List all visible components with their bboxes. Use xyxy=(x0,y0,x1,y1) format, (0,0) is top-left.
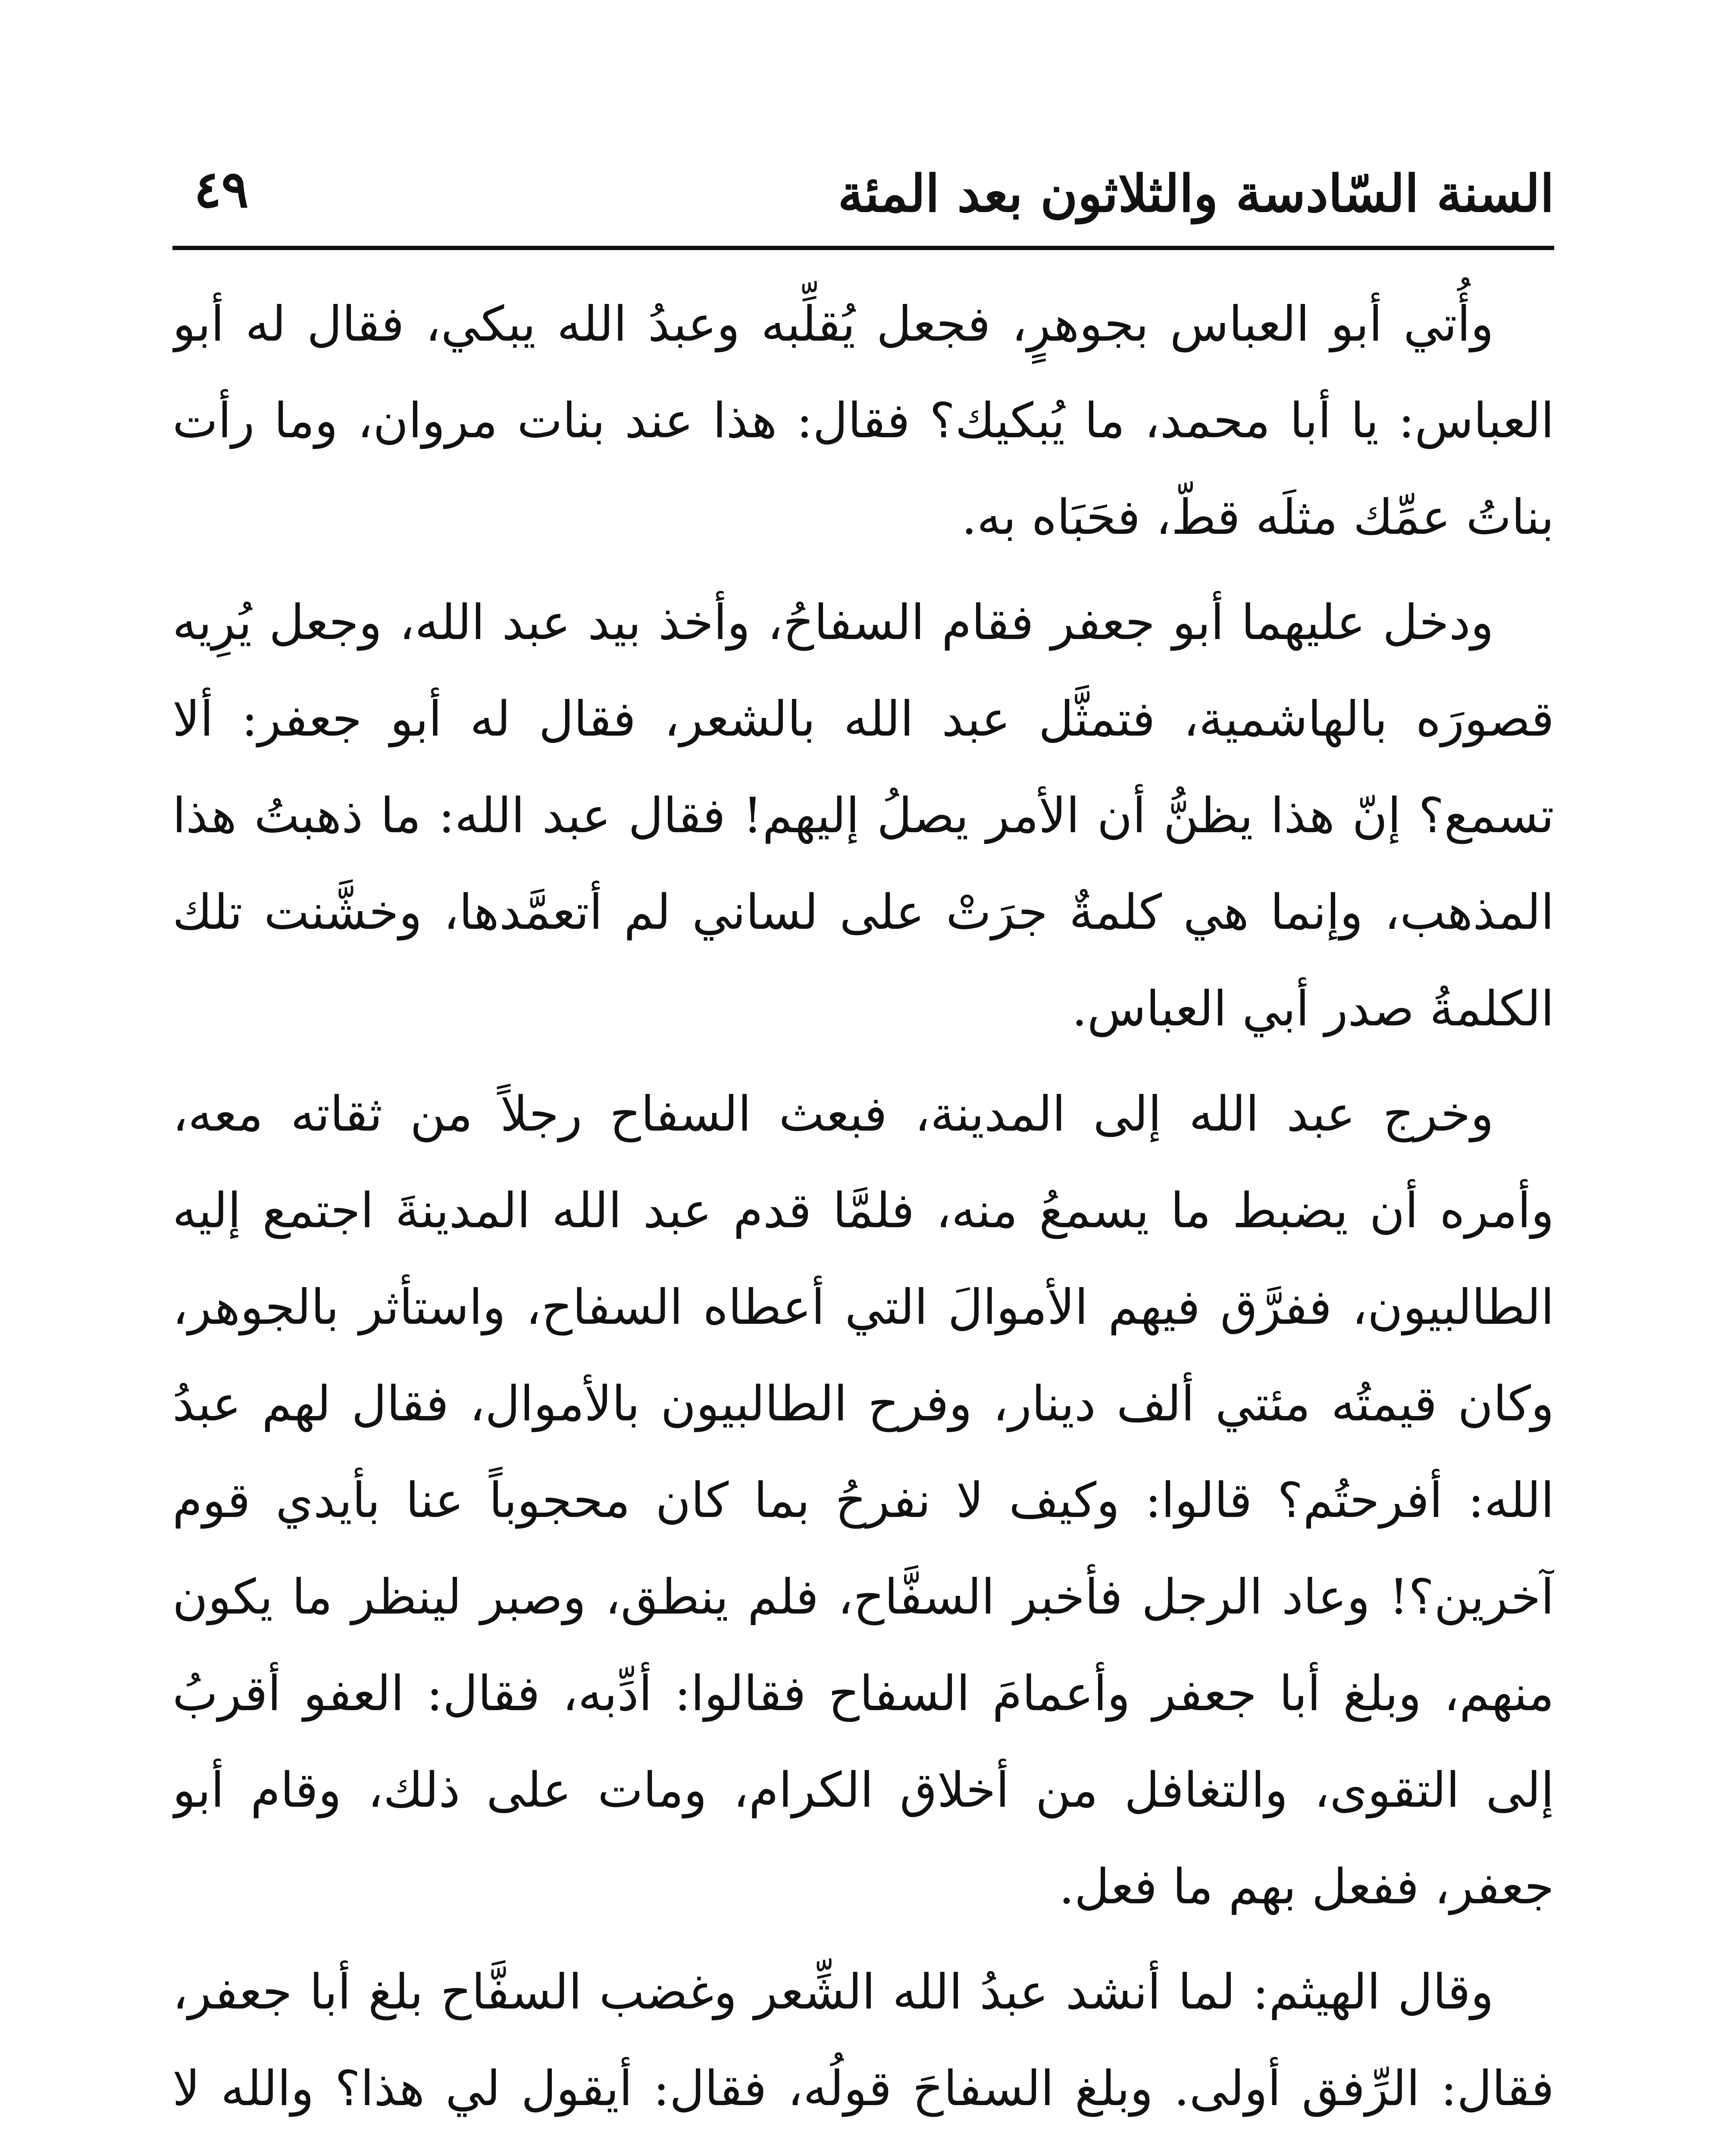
page-number: ٤٩ xyxy=(194,159,249,219)
paragraph-haytham-text: وقال الهيثم: لما أنشد عبدُ الله الشِّعر وغضب السفَّاح بلغ أبا جعفر، فقال: الرِّفق أولى. وبلغ السفاحَ قولُه، فقال: أيقول لي هذا؟ والله لا xyxy=(172,1964,1554,2117)
running-header xyxy=(172,142,1554,241)
paragraph-gem: وأُتي أبو العباس بجوهرٍ، فجعل يُقلِّبه وعبدُ الله يبكي، فقال له أبو العباس: يا أبا محمد، ما يُبكيك؟ فقال: هذا عند بنات مروان، وما رأت بناتُ عمِّك مثلَه قطّ، فحَبَاه به. xyxy=(172,296,1554,545)
paragraph-haytham xyxy=(172,1944,1554,2156)
header-rule xyxy=(172,246,1554,250)
main-text xyxy=(172,276,1554,2156)
paragraph-medina: وخرج عبد الله إلى المدينة، فبعث السفاح رجلاً من ثقاته معه، وأمره أن يضبط ما يسمعُ منه، فلمَّا قدم عبد الله المدينةَ اجتمع إليه الطالبيون، ففرَّق فيهم الأموالَ التي أعطاه السفاح، واستأثر بالجوهر، وكان قيمتُه مئتي ألف دينار، وفرح الطالبيون بالأموال، فقال لهم عبدُ الله: أفرحتُم؟ قالوا: وكيف لا نفرحُ بما كان محجوباً عنا بأيدي قوم آخرين؟! وعاد الرجل فأخبر السفَّاح، فلم ينطق، وصبر لينظر ما يكون منهم، وبلغ أبا جعفر وأعمامَ السفاح فقالوا: أدِّبه، فقال: العفو أقربُ إلى التقوى، والتغافل من أخلاق الكرام، ومات على ذلك، وقام أبو جعفر، ففعل بهم ما فعل. xyxy=(172,1086,1554,1915)
paragraph-palaces: ودخل عليهما أبو جعفر فقام السفاحُ، وأخذ بيد عبد الله، وجعل يُرِيه قصورَه بالهاشمية، فتمثَّل عبد الله بالشعر، فقال له أبو جعفر: ألا تسمع؟ إنّ هذا يظنُّ أن الأمر يصلُ إليهم! فقال عبد الله: ما ذهبتُ هذا المذهب، وإنما هي كلمةٌ جرَتْ على لساني لم أتعمَّدها، وخشَّنت تلك الكلمةُ صدر أبي العباس. xyxy=(172,595,1554,1037)
running-title: السنة السّادسة والثلاثون بعد المئة xyxy=(838,163,1554,223)
